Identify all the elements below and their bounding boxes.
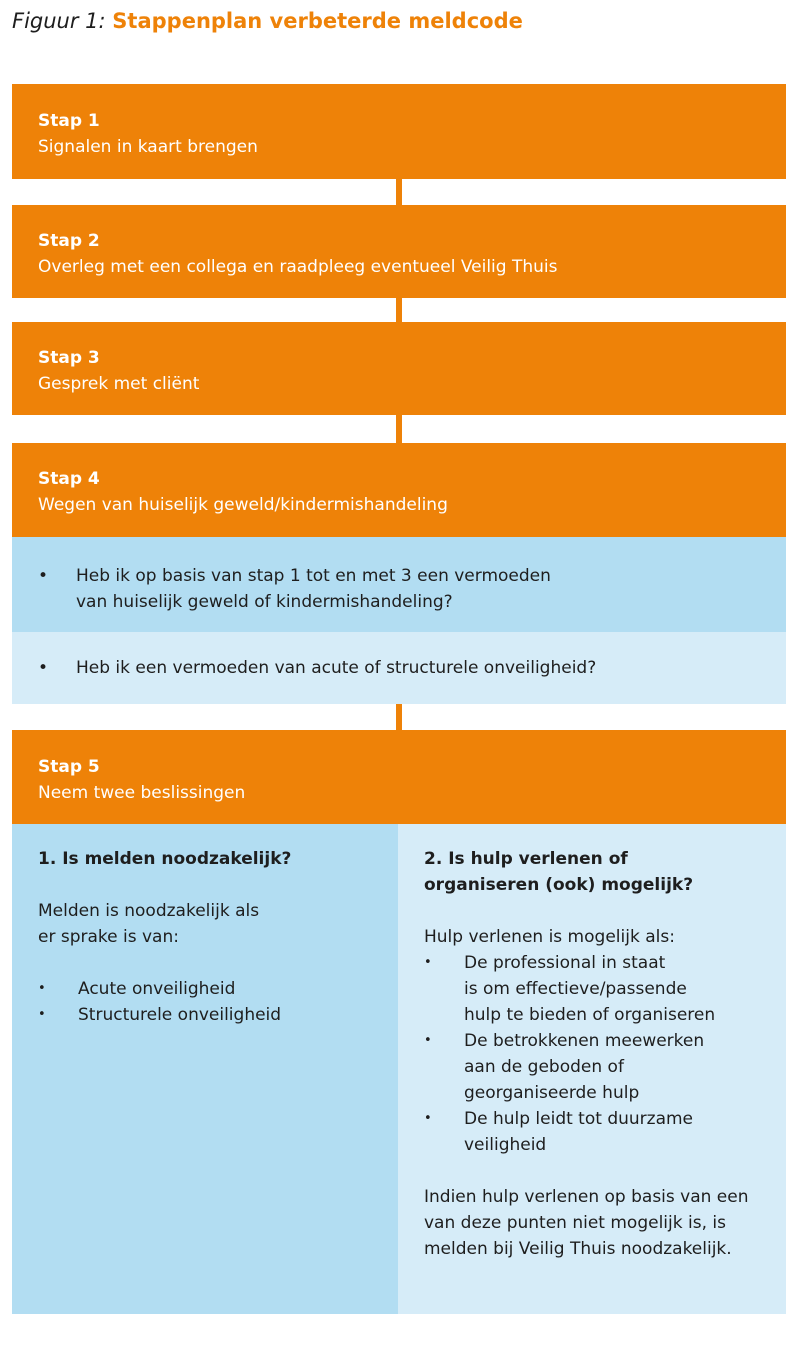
connector-3-4 xyxy=(396,415,402,443)
decision-hulp xyxy=(398,824,786,1314)
bullet-icon: • xyxy=(38,658,49,678)
decision-intro: Melden is noodzakelijk als xyxy=(38,901,260,921)
step-label: Stap 3 xyxy=(38,348,100,368)
list-item-line: • De hulp leidt tot duurzame xyxy=(464,1109,694,1129)
list-item xyxy=(424,1028,749,1106)
decision-heading: organiseren (ook) mogelijk? xyxy=(424,875,694,895)
list-item xyxy=(424,950,749,1028)
decision-footer: van deze punten niet mogelijk is, is xyxy=(424,1213,726,1233)
decision-heading: 1. Is melden noodzakelijk? xyxy=(38,849,292,869)
step-text: Neem twee beslissingen xyxy=(38,783,246,803)
decision-bullets xyxy=(424,950,749,1158)
list-item: • Acute onveiligheid xyxy=(38,976,291,1002)
bullet-icon: • xyxy=(38,566,49,586)
list-item-line: hulp te bieden of organiseren xyxy=(464,1005,716,1025)
figure-heading: Stappenplan verbeterde meldcode xyxy=(112,9,523,33)
question-line: Heb ik een vermoeden van acute of structurele onveiligheid? xyxy=(76,658,597,678)
question-line: van huiselijk geweld of kindermishandeling? xyxy=(76,592,453,612)
step-4-question-2 xyxy=(12,632,786,704)
step-2-box xyxy=(12,205,786,298)
step-1-box xyxy=(12,84,786,179)
decision-intro: Hulp verlenen is mogelijk als: xyxy=(424,927,675,947)
step-4-question-1 xyxy=(12,537,786,632)
decision-melden xyxy=(12,824,398,1314)
list-item: • Structurele onveiligheid xyxy=(38,1002,291,1028)
question-line: Heb ik op basis van stap 1 tot en met 3 een vermoeden xyxy=(76,566,551,586)
list-item-line: georganiseerde hulp xyxy=(464,1083,640,1103)
figure-label: Figuur 1: xyxy=(12,9,106,33)
connector-4-5 xyxy=(396,704,402,730)
list-item-line: veiligheid xyxy=(464,1135,547,1155)
step-4-box xyxy=(12,443,786,537)
decision-footer: melden bij Veilig Thuis noodzakelijk. xyxy=(424,1239,732,1259)
decision-heading: 2. Is hulp verlenen of xyxy=(424,849,628,869)
list-item-line: aan de geboden of xyxy=(464,1057,624,1077)
decision-intro: er sprake is van: xyxy=(38,927,179,947)
connector-2-3 xyxy=(396,298,402,322)
step-label: Stap 5 xyxy=(38,757,100,777)
step-text: Wegen van huiselijk geweld/kindermishandeling xyxy=(38,495,448,515)
step-text: Gesprek met cliënt xyxy=(38,374,200,394)
step-label: Stap 4 xyxy=(38,469,100,489)
step-label: Stap 2 xyxy=(38,231,100,251)
list-item xyxy=(424,1106,749,1158)
step-5-box xyxy=(12,730,786,824)
decision-footer: Indien hulp verlenen op basis van een xyxy=(424,1187,749,1207)
figure-title xyxy=(12,4,523,38)
step-label: Stap 1 xyxy=(38,111,100,131)
decision-bullets xyxy=(38,976,291,1028)
list-item-line: is om effectieve/passende xyxy=(464,979,687,999)
connector-1-2 xyxy=(396,179,402,205)
step-text: Overleg met een collega en raadpleeg eventueel Veilig Thuis xyxy=(38,257,558,277)
list-item-line: • De betrokkenen meewerken xyxy=(464,1031,705,1051)
list-item-line: • De professional in staat xyxy=(464,953,666,973)
step-text: Signalen in kaart brengen xyxy=(38,137,258,157)
step-3-box xyxy=(12,322,786,415)
